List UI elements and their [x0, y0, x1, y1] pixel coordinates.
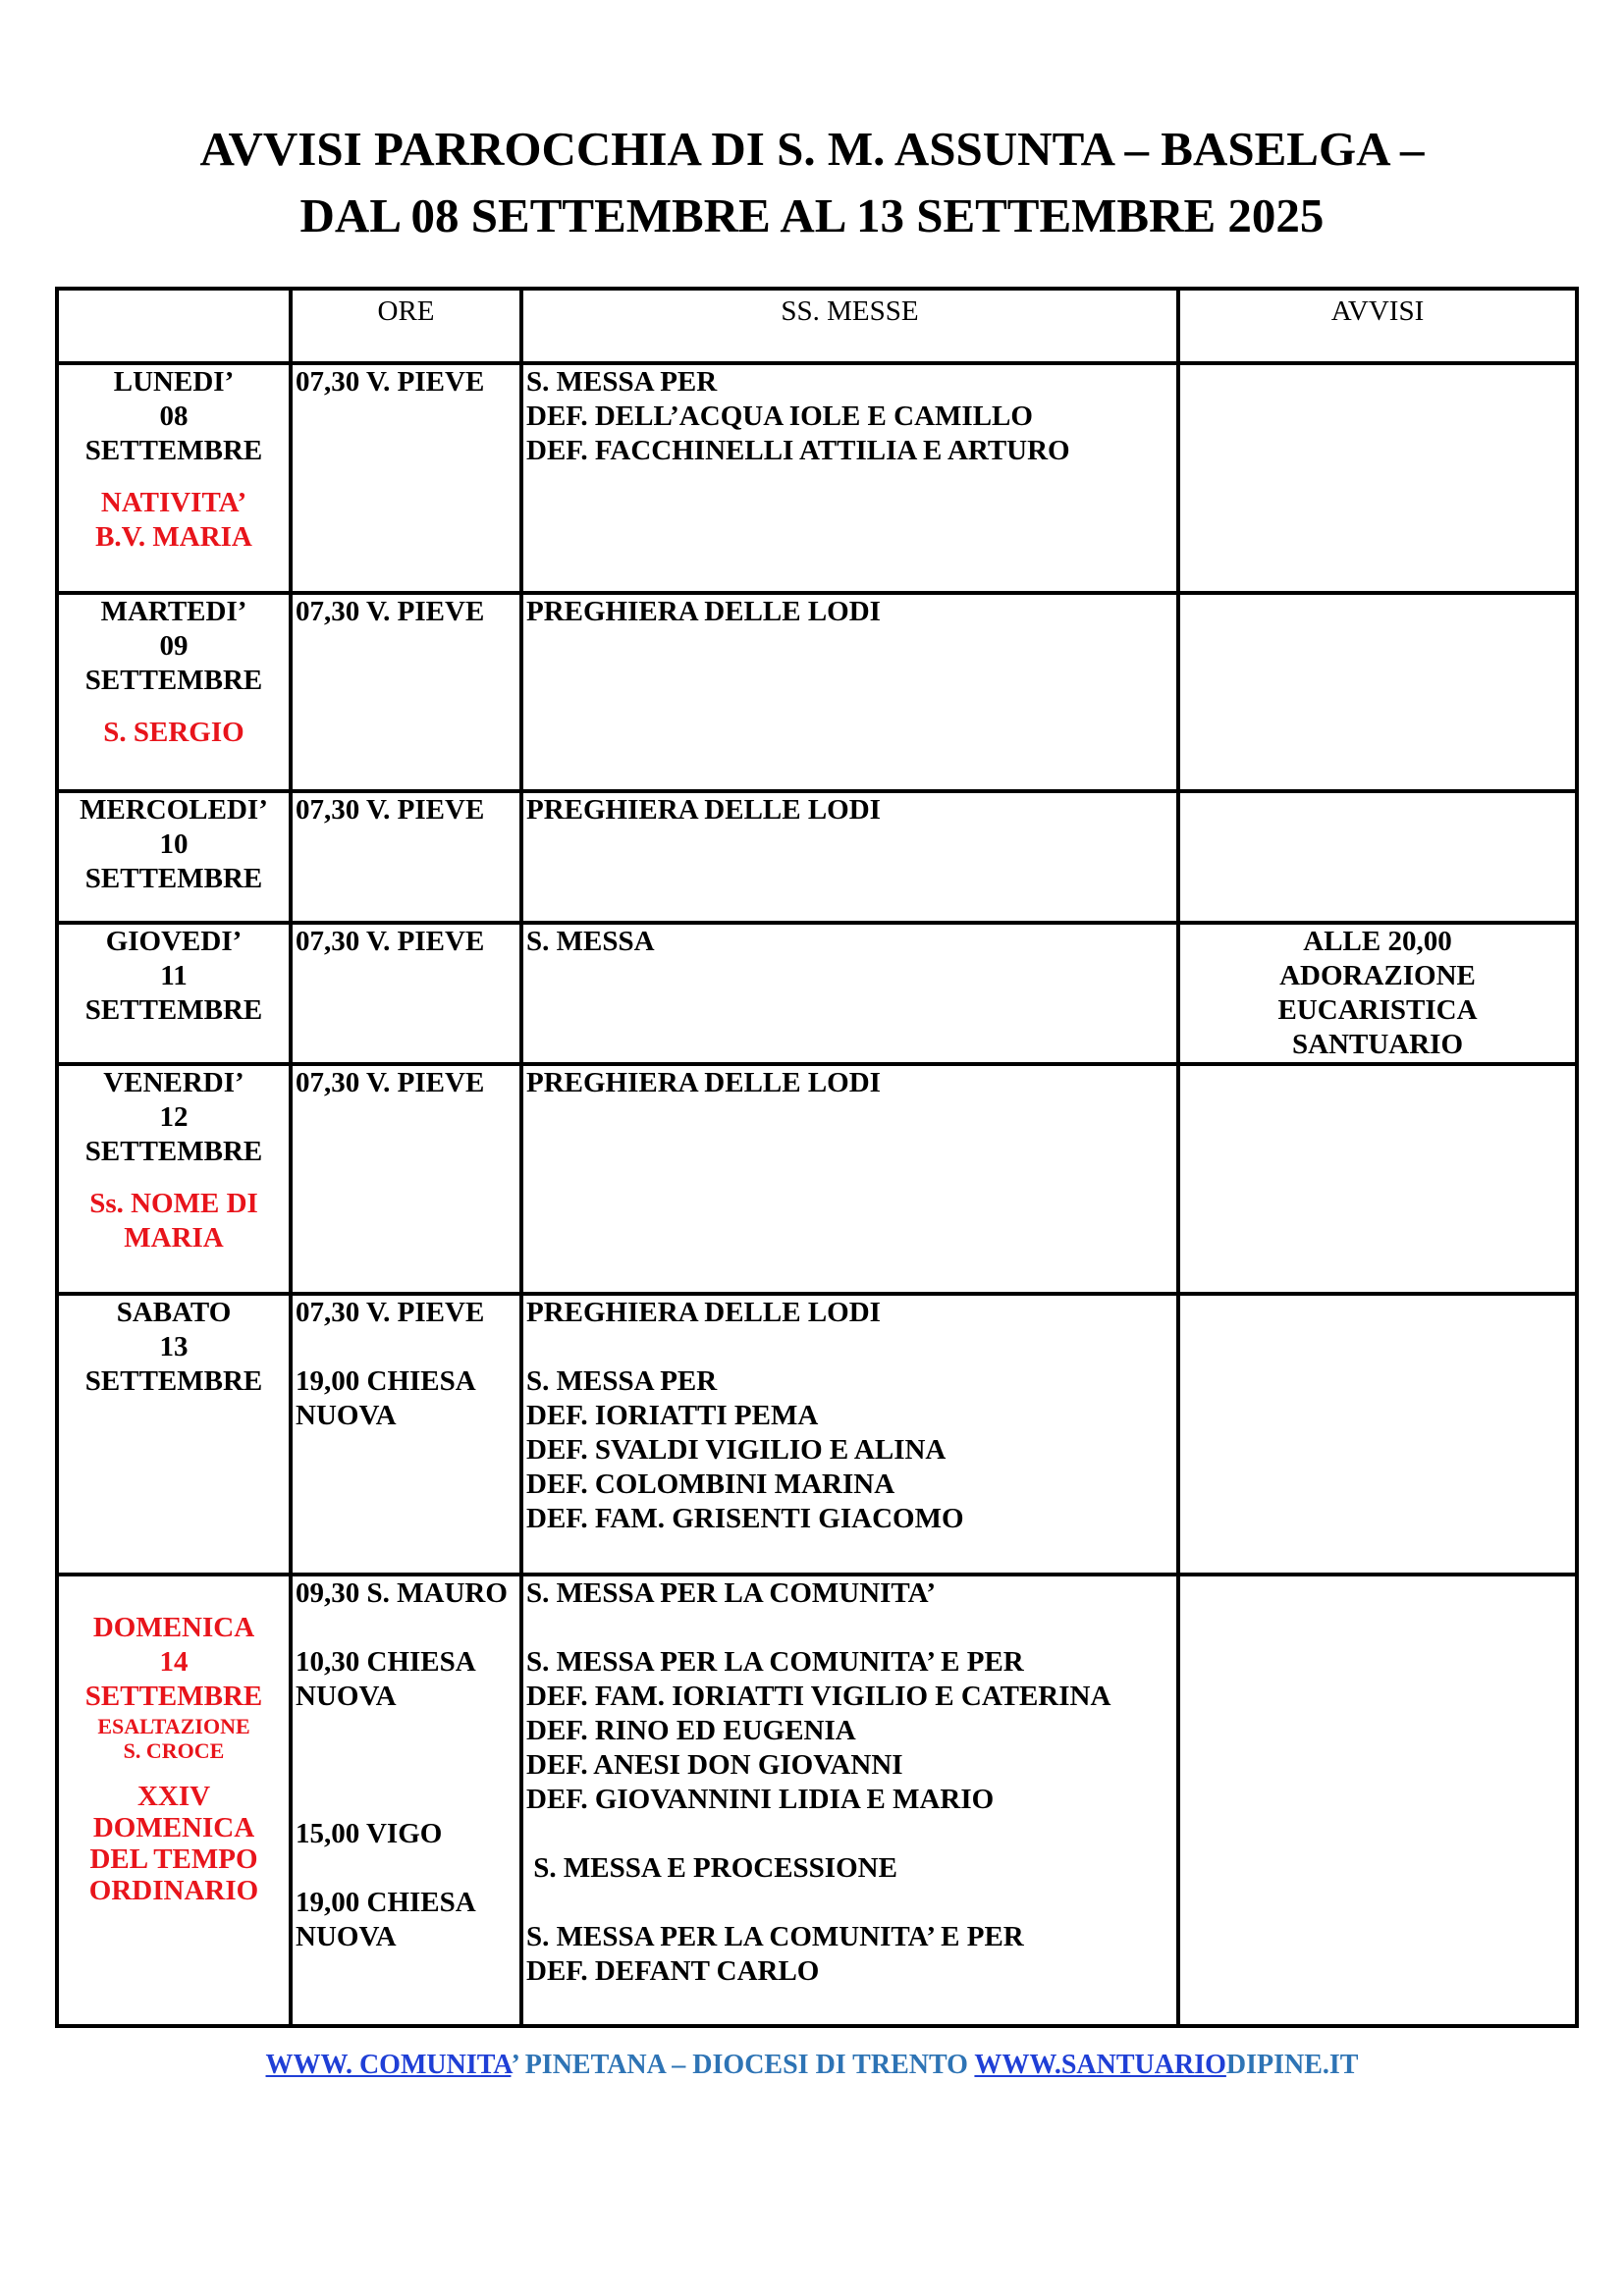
mass-entry: PREGHIERA DELLE LODI [526, 794, 881, 826]
mass-entry: DEF. GIOVANNINI LIDIA E MARIO [526, 1784, 995, 1815]
day-month: SETTEMBRE [84, 1136, 263, 1167]
time-entry: NUOVA [296, 1400, 397, 1431]
time-entry: 07,30 V. PIEVE [296, 926, 485, 957]
footer-link-santuario[interactable]: WWW.SANTUARIO [974, 2050, 1226, 2080]
feast-label: B.V. MARIA [95, 521, 252, 553]
mass-entry: DEF. IORIATTI PEMA [526, 1400, 819, 1431]
footer-text: ’ PINETANA – DIOCESI DI TRENTO [511, 2050, 975, 2080]
mass-entry: DEF. SVALDI VIGILIO E ALINA [526, 1434, 947, 1466]
header-row [57, 289, 1577, 363]
feast-label: ORDINARIO [88, 1875, 259, 1906]
mass-entry: PREGHIERA DELLE LODI [526, 1297, 881, 1328]
time-entry: 10,30 CHIESA [296, 1646, 476, 1678]
feast-label: XXIV [136, 1781, 211, 1812]
header-avvisi: AVVISI [1178, 289, 1577, 363]
day-cell [57, 1294, 291, 1575]
header-ore: ORE [291, 289, 521, 363]
time-entry: 07,30 V. PIEVE [296, 794, 485, 826]
day-number: 12 [159, 1101, 189, 1133]
table-row [57, 1294, 1577, 1575]
day-month: SETTEMBRE [84, 1365, 263, 1397]
time-entry: 07,30 V. PIEVE [296, 366, 485, 398]
title-line-2: DAL 08 SETTEMBRE AL 13 SETTEMBRE 2025 [299, 188, 1325, 242]
mass-cell [521, 593, 1178, 791]
mass-entry: DEF. FAM. GRISENTI GIACOMO [526, 1503, 964, 1534]
mass-entry: PREGHIERA DELLE LODI [526, 596, 881, 627]
time-entry: 07,30 V. PIEVE [296, 1067, 485, 1098]
note-line: SANTUARIO [1291, 1029, 1464, 1060]
day-cell [57, 791, 291, 923]
day-month: SETTEMBRE [84, 435, 263, 466]
table-row [57, 1064, 1577, 1294]
feast-label: MARIA [124, 1222, 224, 1254]
day-cell [57, 363, 291, 593]
time-entry: 15,00 VIGO [296, 1818, 443, 1849]
time-entry: 19,00 CHIESA [296, 1365, 476, 1397]
feast-label: DEL TEMPO [89, 1843, 258, 1875]
table-row [57, 791, 1577, 923]
day-name: MARTEDI’ [100, 596, 247, 627]
mass-entry: DEF. FACCHINELLI ATTILIA E ARTURO [526, 435, 1070, 466]
footer-link-comunita[interactable]: WWW. COMUNITA [265, 2050, 512, 2080]
mass-cell [521, 923, 1178, 1064]
day-month: SETTEMBRE [84, 665, 263, 696]
day-cell [57, 593, 291, 791]
footer [0, 2050, 1624, 2081]
day-name: LUNEDI’ [113, 366, 235, 398]
feast-label: DOMENICA [92, 1812, 255, 1843]
time-cell [291, 593, 521, 791]
table-row [57, 593, 1577, 791]
notes-cell [1178, 593, 1577, 791]
notes-cell [1178, 1575, 1577, 2026]
title-line-1: AVVISI PARROCCHIA DI S. M. ASSUNTA – BASELGA – [199, 122, 1425, 176]
day-number: 09 [159, 630, 189, 662]
mass-cell [521, 1575, 1178, 2026]
table-row [57, 923, 1577, 1064]
time-entry: 19,00 CHIESA [296, 1887, 476, 1918]
feast-label: S. CROCE [123, 1738, 225, 1763]
day-month: SETTEMBRE [84, 863, 263, 894]
feast-label: ESALTAZIONE [97, 1714, 250, 1738]
time-entry: 09,30 S. MAURO [296, 1577, 508, 1609]
day-name: SABATO [116, 1297, 232, 1328]
table-row [57, 1575, 1577, 2026]
notes-cell [1178, 791, 1577, 923]
mass-entry: S. MESSA PER LA COMUNITA’ E PER [526, 1646, 1024, 1678]
notes-cell [1178, 363, 1577, 593]
day-number: 14 [159, 1646, 189, 1678]
day-name: MERCOLEDI’ [80, 794, 268, 826]
mass-entry: DEF. FAM. IORIATTI VIGILIO E CATERINA [526, 1681, 1111, 1712]
day-name: DOMENICA [92, 1612, 255, 1643]
time-entry: NUOVA [296, 1681, 397, 1712]
time-entry: NUOVA [296, 1921, 397, 1952]
day-number: 08 [159, 400, 189, 432]
mass-entry: S. MESSA [526, 926, 655, 957]
mass-entry: DEF. COLOMBINI MARINA [526, 1468, 895, 1500]
time-entry: 07,30 V. PIEVE [296, 596, 485, 627]
day-cell [57, 923, 291, 1064]
mass-entry: DEF. DELL’ACQUA IOLE E CAMILLO [526, 400, 1033, 432]
mass-entry: DEF. DEFANT CARLO [526, 1955, 820, 1987]
time-cell [291, 1064, 521, 1294]
day-cell [57, 1575, 291, 2026]
mass-entry: S. MESSA PER LA COMUNITA’ E PER [526, 1921, 1024, 1952]
notes-cell [1178, 923, 1577, 1064]
mass-entry: S. MESSA PER [526, 1365, 718, 1397]
day-name: VENERDI’ [103, 1067, 244, 1098]
note-line: ALLE 20,00 [1303, 926, 1452, 957]
time-entry: 07,30 V. PIEVE [296, 1297, 485, 1328]
note-line: ADORAZIONE [1279, 960, 1476, 991]
header-messe: SS. MESSE [521, 289, 1178, 363]
mass-cell [521, 1064, 1178, 1294]
time-cell [291, 1294, 521, 1575]
day-number: 10 [159, 828, 189, 860]
time-cell [291, 791, 521, 923]
mass-entry: PREGHIERA DELLE LODI [526, 1067, 881, 1098]
mass-entry: S. MESSA PER LA COMUNITA’ [526, 1577, 937, 1609]
feast-label: NATIVITA’ [100, 487, 247, 518]
mass-entry: S. MESSA E PROCESSIONE [526, 1852, 897, 1884]
feast-label: S. SERGIO [103, 717, 244, 748]
day-cell [57, 1064, 291, 1294]
day-month: SETTEMBRE [84, 994, 263, 1026]
footer-text-end: DIPINE.IT [1225, 2050, 1359, 2080]
day-number: 11 [160, 960, 188, 991]
mass-entry: DEF. ANESI DON GIOVANNI [526, 1749, 903, 1781]
time-cell [291, 363, 521, 593]
mass-cell [521, 791, 1178, 923]
schedule-table [55, 287, 1579, 2028]
day-name: GIOVEDI’ [105, 926, 243, 957]
day-number: 13 [159, 1331, 189, 1362]
page-title [0, 116, 1624, 249]
mass-cell [521, 363, 1178, 593]
mass-entry: DEF. RINO ED EUGENIA [526, 1715, 856, 1746]
day-month: SETTEMBRE [84, 1681, 263, 1712]
time-cell [291, 923, 521, 1064]
time-cell [291, 1575, 521, 2026]
feast-label: Ss. NOME DI [89, 1188, 258, 1219]
notes-cell [1178, 1294, 1577, 1575]
mass-cell [521, 1294, 1178, 1575]
notes-cell [1178, 1064, 1577, 1294]
mass-entry: S. MESSA PER [526, 366, 718, 398]
header-day [57, 289, 291, 363]
table-row [57, 363, 1577, 593]
note-line: EUCARISTICA [1277, 994, 1478, 1026]
